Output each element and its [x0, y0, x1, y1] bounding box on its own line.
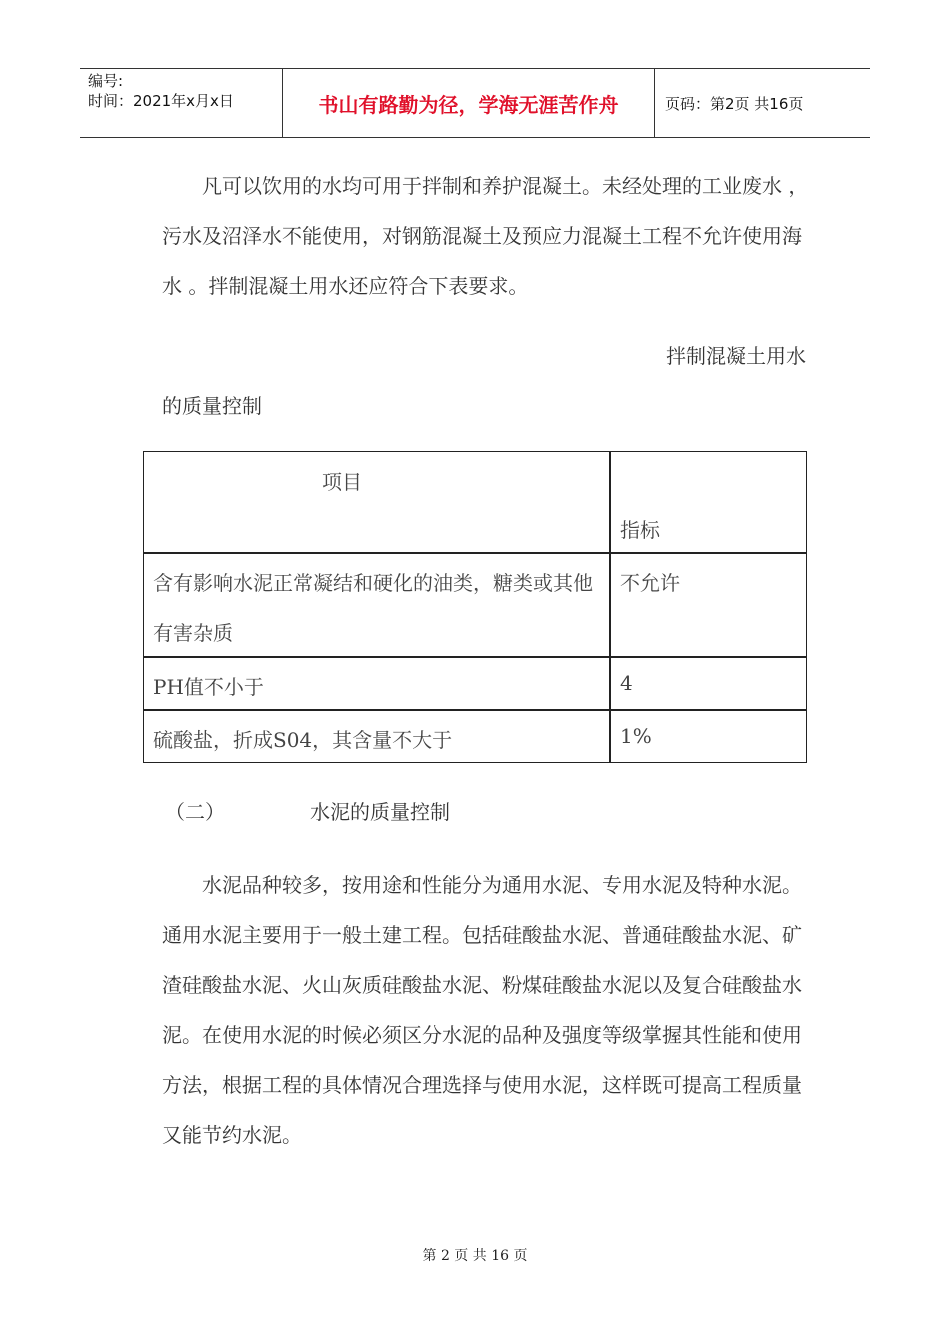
table-divider: [144, 709, 806, 711]
table-divider: [609, 452, 611, 762]
paragraph-water: 凡可以饮用的水均可用于拌制和养护混凝土。未经处理的工业废水 ，污水及沼泽水不能使用，对钢筋混凝土及预应力混凝土工程不允许使用海水 。拌制混凝土用水还应符合下表要求。: [162, 174, 809, 298]
table-row-item: 硫酸盐，折成S04，其含量不大于: [153, 728, 453, 752]
table-row-item: 含有影响水泥正常凝结和硬化的油类，糖类或其他有害杂质: [153, 571, 593, 645]
table-row-value: 不允许: [620, 571, 680, 595]
header-meta: [80, 69, 283, 137]
header-motto: 书山有路勤为径，学海无涯苦作舟: [283, 69, 655, 137]
header-number-label: 编号:: [88, 72, 124, 90]
page-footer: 第 2 页 共 16 页: [422, 1248, 528, 1264]
table-row-value: 1%: [620, 724, 652, 748]
table-caption-part1: 拌制混凝土用水: [666, 344, 806, 368]
page-header: [80, 68, 870, 138]
header-page-info: 页码：第2页 共16页: [665, 94, 804, 113]
table-row-item: PH值不小于: [153, 675, 264, 699]
header-time-label: 时间：2021年x月x日: [88, 92, 234, 110]
table-caption-part2: 的质量控制: [162, 394, 262, 418]
water-quality-table: [143, 451, 807, 763]
section-title: 水泥的质量控制: [310, 800, 450, 824]
section-number: （二）: [165, 800, 225, 824]
table-divider: [144, 552, 806, 554]
paragraph-cement: 水泥品种较多，按用途和性能分为通用水泥、专用水泥及特种水泥。通用水泥主要用于一般土建工程。包括硅酸盐水泥、普通硅酸盐水泥、矿渣硅酸盐水泥、火山灰质硅酸盐水泥、粉煤硅酸盐水泥以及复合硅酸盐水泥。在使用水泥的时候必须区分水泥的品种及强度等级掌握其性能和使用方法，根据工程的具体情况合理选择与使用水泥，这样既可提高工程质量又能节约水泥。: [162, 873, 802, 1147]
table-row-value: 4: [620, 671, 633, 695]
section-heading: [165, 787, 450, 837]
table-header-value: 指标: [620, 518, 660, 542]
table-header-item: 项目: [322, 470, 362, 494]
